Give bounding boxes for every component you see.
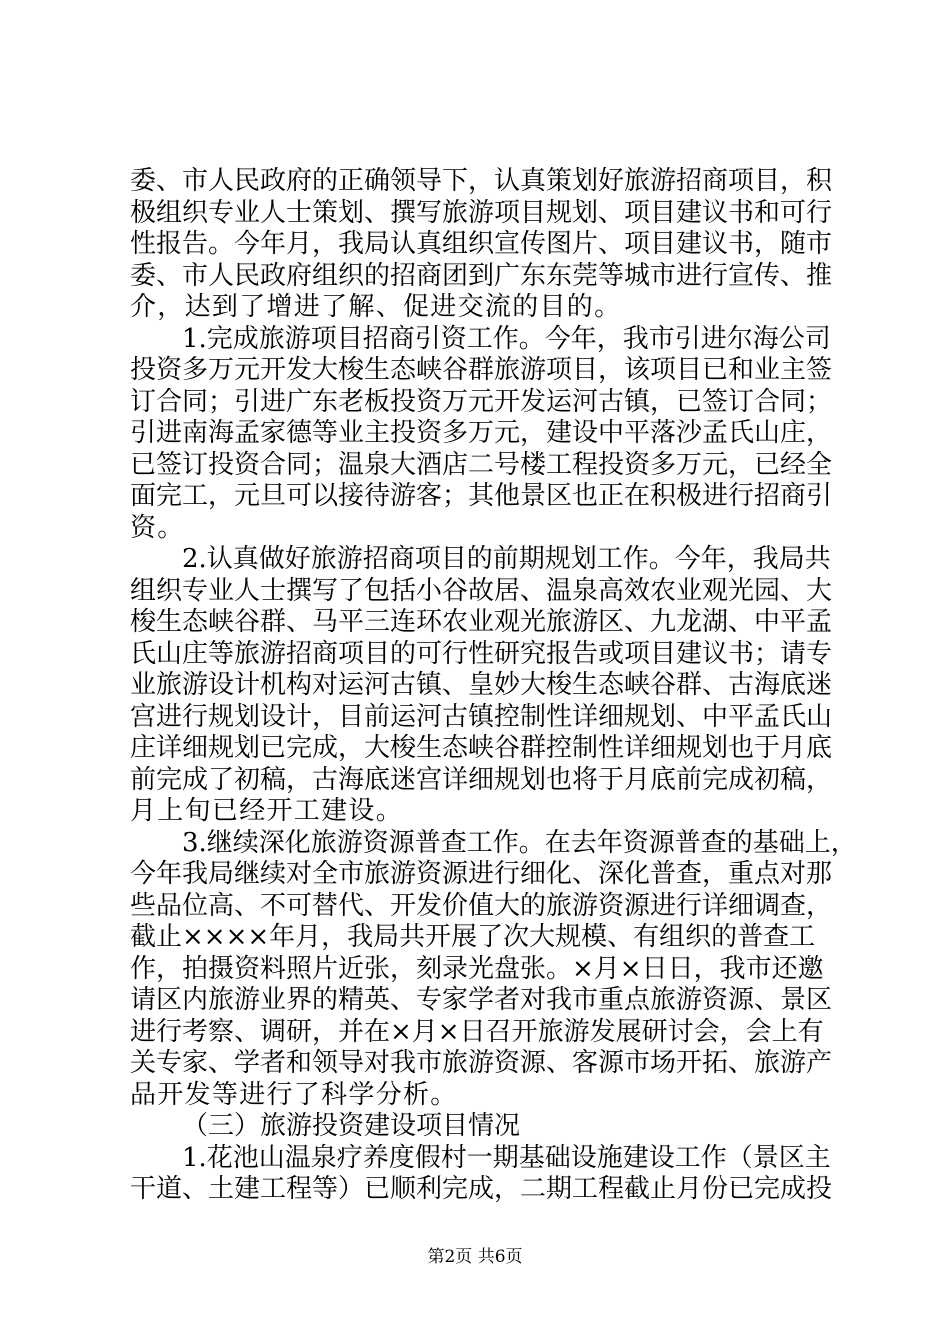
paragraph-line: 介，达到了增进了解、促进交流的目的。 xyxy=(130,292,622,322)
paragraph-line: 1.完成旅游项目招商引资工作。今年，我市引进尔海公司 xyxy=(182,323,831,354)
paragraph-line: 月上旬已经开工建设。 xyxy=(130,796,404,826)
paragraph-line: 业旅游设计机构对运河古镇、皇妙大梭生态峡谷群、古海底迷 xyxy=(130,670,833,700)
paragraph-line: 些品位高、不可替代、开发价值大的旅游资源进行详细调查， xyxy=(130,890,833,921)
paragraph-line: 氏山庄等旅游招商项目的可行性研究报告或项目建议书；请专 xyxy=(130,638,833,669)
paragraph-line: 进行考察、调研，并在×月×日召开旅游发展研讨会，会上有 xyxy=(130,1016,824,1047)
paragraph-line: 1.花池山温泉疗养度假村一期基础设施建设工作（景区主 xyxy=(182,1142,831,1173)
paragraph-line: 投资多万元开发大梭生态峡谷群旅游项目，该项目已和业主签 xyxy=(130,355,833,385)
paragraph-line: 前完成了初稿，古海底迷宫详细规划也将于月底前完成初稿， xyxy=(130,764,833,795)
paragraph-line: 3.继续深化旅游资源普查工作。在去年资源普查的基础上， xyxy=(182,827,857,858)
paragraph-line: 性报告。今年月，我局认真组织宣传图片、项目建议书，随市 xyxy=(130,229,833,259)
paragraph-line: 请区内旅游业界的精英、专家学者对我市重点旅游资源、景区 xyxy=(130,985,833,1015)
paragraph-line: 面完工，元旦可以接待游客；其他景区也正在积极进行招商引 xyxy=(130,481,833,511)
paragraph-line: 2.认真做好旅游招商项目的前期规划工作。今年，我局共 xyxy=(182,544,831,574)
paragraph-line: 品开发等进行了科学分析。 xyxy=(130,1079,458,1110)
page-footer: 第2页 共6页 xyxy=(427,1247,523,1267)
paragraph-line: （三）旅游投资建设项目情况 xyxy=(182,1111,521,1141)
paragraph-line: 梭生态峡谷群、马平三连环农业观光旅游区、九龙湖、中平孟 xyxy=(130,607,833,637)
paragraph-line: 干道、土建工程等）已顺利完成，二期工程截止月份已完成投 xyxy=(130,1174,833,1204)
paragraph-line: 委、市人民政府组织的招商团到广东东莞等城市进行宣传、推 xyxy=(130,260,833,291)
paragraph-line: 庄详细规划已完成，大梭生态峡谷群控制性详细规划也于月底 xyxy=(130,733,833,763)
paragraph-line: 资。 xyxy=(130,512,185,543)
paragraph-line: 组织专业人士撰写了包括小谷故居、温泉高效农业观光园、大 xyxy=(130,575,833,606)
paragraph-line: 关专家、学者和领导对我市旅游资源、客源市场开拓、旅游产 xyxy=(130,1048,833,1078)
paragraph-line: 委、市人民政府的正确领导下，认真策划好旅游招商项目，积 xyxy=(130,166,833,196)
paragraph-line: 已签订投资合同；温泉大酒店二号楼工程投资多万元，已经全 xyxy=(130,449,833,480)
paragraph-line: 极组织专业人士策划、撰写旅游项目规划、项目建议书和可行 xyxy=(130,197,833,228)
paragraph-line: 订合同；引进广东老板投资万元开发运河古镇，已签订合同； xyxy=(130,386,833,417)
paragraph-line: 引进南海孟家德等业主投资多万元，建设中平落沙孟氏山庄， xyxy=(130,418,833,448)
paragraph-line: 宫进行规划设计，目前运河古镇控制性详细规划、中平孟氏山 xyxy=(130,701,833,732)
paragraph-line: 今年我局继续对全市旅游资源进行细化、深化普查，重点对那 xyxy=(130,859,833,889)
paragraph-line: 作，拍摄资料照片近张，刻录光盘张。×月×日日，我市还邀 xyxy=(130,953,824,984)
paragraph-line: 截止××××年月，我局共开展了次大规模、有组织的普查工 xyxy=(130,922,816,952)
